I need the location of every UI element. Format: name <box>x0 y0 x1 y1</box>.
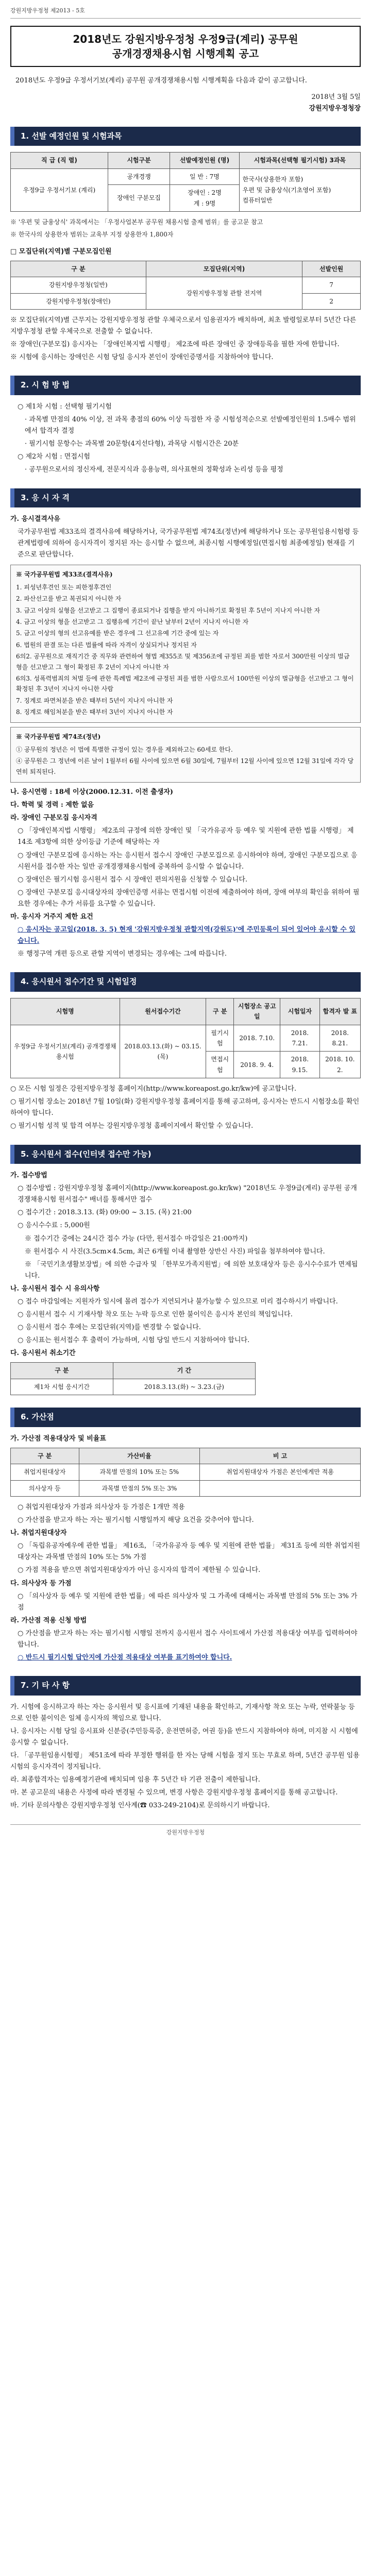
kind-cell: 제1차 시험 응시기간 <box>11 1379 113 1395</box>
col-kind: 구 분 <box>11 1363 113 1379</box>
method-item: ○ 제2차 시험 : 면접시험 <box>18 453 90 461</box>
type-cell: 공개경쟁 <box>108 168 170 184</box>
list-item: 1. 피성년후견인 또는 피한정후견인 <box>16 583 112 591</box>
residence-label: 마. 응시자 거주지 제한 요건 <box>10 912 93 921</box>
rescuer-label: 다. 의사상자 등 가점 <box>10 1579 72 1587</box>
apply-method-label: 가. 접수방법 <box>10 1172 47 1180</box>
cancel-table <box>10 1362 256 1395</box>
list-item: 다. 「공무원임용시험령」 제51조에 따라 부정한 행위를 한 자는 당해 시험을 정지 또는 무효로 하며, 5년간 공무원 임용시험의 응시자격이 정지됩니다. <box>10 1752 360 1771</box>
list-item: 8. 징계로 해임처분을 받은 때부터 3년이 지나지 아니한 자 <box>16 708 173 716</box>
list-item: ① 공무원의 정년은 이 법에 특별한 규정이 있는 경우를 제외하고는 60세로 한다. <box>16 745 233 753</box>
count-total: 계 : 9명 <box>193 199 216 207</box>
article-74-title: ※ 국가공무원법 제74조(정년) <box>16 733 101 741</box>
article-33-title: ※ 국가공무원법 제33조(결격사유) <box>16 571 113 579</box>
notice-cell: 2018. 9. 4. <box>234 1052 280 1078</box>
period-cell: 2018.03.13.(화) ~ 03.15.(목) <box>120 1025 206 1078</box>
disabled-label: 라. 장애인 구분모집 응시자격 <box>10 814 97 822</box>
kind-cell: 취업지원대상자 <box>11 1464 79 1480</box>
list-item: ○ 접수 마감일에는 지원자가 일시에 몰려 접수가 지연되거나 불가능할 수 있으므로 미리 접수하시기 바랍니다. <box>18 1298 338 1306</box>
article-74-box <box>10 727 361 783</box>
bonus-table <box>10 1448 361 1497</box>
schedule-table <box>10 998 361 1078</box>
list-item: ○ 응시원서 접수 후에는 모집단위(지역)를 변경할 수 없습니다. <box>18 1324 201 1332</box>
schedule-note: ○ 모든 시험 일정은 강원지방우정청 홈페이지(http://www.koreapost.go.kr/kw)에 공고합니다. <box>10 1085 297 1093</box>
kind-cell: 강원지방우정청(장애인) <box>11 293 146 309</box>
list-item: 4. 금고 이상의 형을 선고받고 그 집행유예 기간이 끝난 날부터 2년이 지나지 아니한 자 <box>16 618 249 625</box>
bullet: ※ 장애인(구분모집) 응시자는 「장애인복지법 시행령」 제2조에 따른 장애인 중 장애등록을 필한 자에 한합니다. <box>10 341 340 349</box>
list-item: 6의3. 성폭력범죄의 처벌 등에 관한 특례법 제2조에 규정된 죄를 범한 사람으로서 100만원 이상의 벌금형을 선고받고 그 형이 확정된 후 3년이 지나지 아니한 사람 <box>16 674 354 693</box>
col-count: 선발인원 <box>302 261 361 277</box>
intro-text: 2018년도 우정9급 우정서기보(계리) 공무원 공개경쟁채용시험 시행계획을 다음과 같이 공고합니다. <box>15 76 307 84</box>
col-subjects: 시험과목(선택형 필기시험) 3과목 <box>239 152 360 168</box>
area-cell: 강원지방우정청 관할 전지역 <box>146 277 302 310</box>
schedule-note: ○ 필기시험 장소는 2018년 7월 10일(화) 강원지방우정청 홈페이지를 통해 공고하며, 응시자는 반드시 시험장소를 확인하여야 합니다. <box>10 1098 360 1117</box>
list-item: ○ 장애인 구분모집 응시대상자의 장애인증명 서류는 면접시험 이전에 제출하여야 하며, 장애 여부의 확인을 위하여 필요한 경우에는 추가 서류를 요구할 수 있습니다. <box>18 888 360 908</box>
list-item: ※ 원서접수 시 사진(3.5cm×4.5cm, 최근 6개월 이내 촬영한 상반신 사진) 파일을 첨부하여야 합니다. <box>25 1247 325 1256</box>
col-grade: 직 급 (직 렬) <box>11 152 108 168</box>
count-cell: 7 <box>302 277 361 293</box>
note: ※ '우편 및 금융상식' 과목에서는 「우정사업본부 공무원 채용시험 출제 범위」를 공고문 참고 <box>10 218 263 226</box>
list-item: ○ 장애인은 필기시험 응시원서 접수 시 장애인 편의지원을 신청할 수 있습니다. <box>18 875 248 884</box>
rate-cell: 과목별 만점의 5% 또는 3% <box>79 1480 200 1496</box>
veteran-label: 나. 취업지원대상자 <box>10 1529 67 1537</box>
list-item: ○ 반드시 필기시험 답안지에 가산점 적용대상 여부를 표기하여야 합니다. <box>18 1654 232 1662</box>
list-item: ○ 응시수수료 : 5,000원 <box>18 1222 90 1230</box>
section-6-heading: 6. 가산점 <box>10 1408 361 1427</box>
col-type: 시험구분 <box>108 152 170 168</box>
col-kind: 구 분 <box>11 261 146 277</box>
method-item: · 과목별 만점의 40% 이상, 전 과목 총점의 60% 이상 득점한 자 중 시험성적순으로 선발예정인원의 1.5배수 범위에서 합격자 결정 <box>25 416 356 435</box>
col-area: 모집단위(지역) <box>146 261 302 277</box>
section-2-heading: 2. 시 험 방 법 <box>10 376 361 395</box>
bonus-label: 가. 가산점 적용대상자 및 비율표 <box>10 1434 106 1443</box>
subject-2: 우편 및 금융상식(기초영어 포함) <box>242 186 331 194</box>
article-33-box <box>10 565 361 723</box>
col-rate: 가산비율 <box>79 1448 200 1464</box>
table-row <box>11 1025 361 1052</box>
list-item: ○ 응시표는 원서접수 후 출력이 가능하며, 시험 당일 반드시 지참하여야 합니다. <box>18 1336 250 1345</box>
col-result: 합격자 발 표 <box>319 998 360 1025</box>
title-box <box>10 26 361 67</box>
result-cell: 2018. 8.21. <box>319 1025 360 1052</box>
list-item: 라. 최종합격자는 임용예정기관에 배치되며 임용 후 5년간 타 기관 전출이 제한됩니다. <box>10 1776 260 1784</box>
list-item: 2. 파산선고를 받고 복권되지 아니한 자 <box>16 595 122 603</box>
count-cell: 2 <box>302 293 361 309</box>
bonus-apply-label: 라. 가산점 적용 신청 방법 <box>10 1616 87 1624</box>
table-row <box>11 1480 361 1496</box>
col-date: 시험일자 <box>280 998 319 1025</box>
list-item: ○ 접수방법 : 강원지방우정청 홈페이지(http://www.koreapost.go.kr/kw) "2018년도 우정9급(계리) 공무원 공개경쟁채용시험 원서접수" 배너를 통해서만 접수 <box>18 1184 357 1204</box>
bullet: ※ 모집단위(지역)별 근무지는 강원지방우정청 관할 우체국으로서 임용권자가 배치하며, 최초 발령일로부터 5년간 다른 지방우정청 관할 우체국으로 전출할 수 없습니다. <box>10 316 357 336</box>
cancel-label: 다. 응시원서 취소기간 <box>10 1349 76 1358</box>
bullet: ※ 시험에 응시하는 장애인은 시험 당일 응시자 본인이 장애인증명서를 지참하여야 합니다. <box>10 353 274 362</box>
rate-cell: 과목별 만점의 10% 또는 5% <box>79 1464 200 1480</box>
list-item: ※ 행정구역 개편 등으로 관할 지역이 변경되는 경우에는 그에 따릅니다. <box>18 950 227 958</box>
table-row <box>11 1379 256 1395</box>
list-item: 바. 기타 문의사항은 강원지방우정청 인사계(☎ 033-249-2104)로 문의하시기 바랍니다. <box>10 1802 270 1810</box>
count-cell: 일 반 : 7명 <box>170 168 239 184</box>
list-item: 나. 응시자는 시험 당일 응시표와 신분증(주민등록증, 운전면허증, 여권 등)을 반드시 지참하여야 하며, 미지참 시 시험에 응시할 수 없습니다. <box>10 1727 358 1747</box>
list-item: ○ 가산점을 받고자 하는 자는 필기시험 시행일 전까지 응시원서 접수 사이트에서 가산점 적용대상 여부를 입력하여야 합니다. <box>18 1629 358 1649</box>
section-7-heading: 7. 기 타 사 항 <box>10 1676 361 1696</box>
subject-3: 컴퓨터일반 <box>242 197 273 205</box>
apply-caution-label: 나. 응시원서 접수 시 유의사항 <box>10 1284 100 1293</box>
subject-1: 한국사(상용한자 포함) <box>242 176 303 183</box>
method-item: ○ 제1차 시험 : 선택형 필기시험 <box>18 402 112 411</box>
subjects-cell <box>239 168 360 211</box>
section-3-heading: 3. 응 시 자 격 <box>10 488 361 508</box>
education-requirement: 다. 학력 및 경력 : 제한 없음 <box>10 801 94 809</box>
issuer: 강원지방우정청장 <box>309 104 361 112</box>
kind-cell: 의사상자 등 <box>11 1480 79 1496</box>
col-notice: 시험장소 공고일 <box>234 998 280 1025</box>
list-item: ○ 「독립유공자예우에 관한 법률」 제16조, 「국가유공자 등 예우 및 지원에 관한 법률」 제31조 등에 의한 취업지원대상자는 과목별 만점의 10% 또는 5% 가점 <box>18 1542 360 1562</box>
memo-cell: 취업지원대상자 가점은 본인에게만 적용 <box>200 1464 361 1480</box>
col-stage: 구 분 <box>206 998 234 1025</box>
method-item: · 필기시험 문항수는 과목별 20문항(4지선다형), 과목당 시험시간은 20분 <box>25 440 239 448</box>
list-item: 5. 금고 이상의 형의 선고유예를 받은 경우에 그 선고유예 기간 중에 있는 자 <box>16 630 219 637</box>
col-exam: 시험명 <box>11 998 120 1025</box>
result-cell: 2018. 10. 2. <box>319 1052 360 1078</box>
count-disabled: 장애인 : 2명 <box>188 189 222 197</box>
list-item: ④ 공무원은 그 정년에 이른 날이 1월부터 6월 사이에 있으면 6월 30일에, 7월부터 12월 사이에 있으면 12월 31일에 각각 당연히 퇴직된다. <box>16 757 354 775</box>
list-item: 6. 법원의 판결 또는 다른 법률에 따라 자격이 상실되거나 정지된 자 <box>16 641 197 649</box>
list-item: 마. 본 공고문의 내용은 사정에 따라 변경될 수 있으며, 변경 사항은 강원지방우정청 홈페이지를 통해 공고합니다. <box>10 1789 338 1797</box>
col-kind: 구 분 <box>11 1448 79 1464</box>
schedule-note: ○ 필기시험 성적 및 합격 여부는 강원지방우정청 홈페이지에서 확인할 수 있습니다. <box>10 1122 254 1130</box>
method-item: · 공무원으로서의 정신자세, 전문지식과 응용능력, 의사표현의 정확성과 논리성 등을 평정 <box>25 466 283 474</box>
table-row <box>11 277 361 293</box>
date-cell: 2018. 9.15. <box>280 1052 319 1078</box>
list-item: ○ 응시원서 접수 시 기재사항 착오 또는 누락 등으로 인한 불이익은 응시자 본인의 책임입니다. <box>18 1311 293 1319</box>
section-5-heading: 5. 응시원서 접수(인터넷 접수만 가능) <box>10 1145 361 1164</box>
note: ※ 한국사의 상용한자 범위는 교육부 지정 상용한자 1,800자 <box>10 231 174 239</box>
list-item: ○ 가점 적용을 받으면 취업지원대상자가 아닌 응시자의 합격이 제한될 수 있습니다. <box>18 1566 261 1574</box>
list-item: ○ 「장애인복지법 시행령」 제2조의 규정에 의한 장애인 및 「국가유공자 등 예우 및 지원에 관한 법률 시행령」 제14조 제3항에 의한 상이등급 기준에 해당하는 자 <box>18 827 354 846</box>
stage-cell: 필기시험 <box>206 1025 234 1052</box>
quota-table <box>10 152 361 212</box>
type-cell: 장애인 구분모집 <box>108 185 170 212</box>
col-period: 원서접수기간 <box>120 998 206 1025</box>
gazette-number: 강원지방우정청 제2013 - 5호 <box>10 6 361 19</box>
disqualification-label: 가. 응시결격사유 <box>10 515 60 523</box>
col-memo: 비 고 <box>200 1448 361 1464</box>
footer: 강원지방우정청 <box>10 1824 361 1838</box>
list-item: ※ 「국민기초생활보장법」에 의한 수급자 및 「한부모가족지원법」에 의한 보호대상자 등은 응시수수료가 면제됩니다. <box>25 1260 358 1280</box>
count-cell <box>170 185 239 212</box>
range-cell: 2018.3.13.(화) ~ 3.23.(금) <box>113 1379 255 1395</box>
age-requirement: 나. 응시연령 : 18세 이상(2000.12.31. 이전 출생자) <box>10 788 174 796</box>
list-item: 3. 금고 이상의 실형을 선고받고 그 집행이 종료되거나 집행을 받지 아니하기로 확정된 후 5년이 지나지 아니한 자 <box>16 606 321 614</box>
notice-cell: 2018. 7.10. <box>234 1025 280 1052</box>
disqualification-text: 국가공무원법 제33조의 결격사유에 해당하거나, 국가공무원법 제74조(정년)에 해당하거나 또는 공무원임용시험령 등 관계법령에 의하여 응시자격이 정지된 자는 응시할 수 없으며, 최종시험 시행예정일(면접시험 최종예정일) 현재를 기준으로 판단합니다. <box>18 528 359 559</box>
unit-subheading: □ 모집단위(지역)별 구분모집인원 <box>10 247 112 256</box>
stage-cell: 면접시험 <box>206 1052 234 1078</box>
list-item: ※ 접수기간 중에는 24시간 접수 가능 (다만, 원서접수 마감일은 21:00까지) <box>25 1234 248 1243</box>
announce-date: 2018년 3월 5일 <box>311 93 361 101</box>
title-line-1: 2018년도 강원지방우정청 우정9급(계리) 공무원 <box>73 32 298 45</box>
section-4-heading: 4. 응시원서 접수기간 및 시험일정 <box>10 972 361 992</box>
date-cell: 2018. 7.21. <box>280 1025 319 1052</box>
exam-cell: 우정9급 우정서기보(계리) 공개경쟁채용시험 <box>11 1025 120 1078</box>
list-item: 6의2. 공무원으로 재직기간 중 직무와 관련하여 형법 제355조 및 제356조에 규정된 죄를 범한 자로서 300만원 이상의 벌금형을 선고받고 그 형이 확정된 후 2년이 지나지 아니한 자 <box>16 653 350 671</box>
col-count: 선발예정인원 (명) <box>170 152 239 168</box>
kind-cell: 강원지방우정청(일반) <box>11 277 146 293</box>
list-item: ○ 가산점을 받고자 하는 자는 필기시험 시행일까지 해당 요건을 갖추어야 합니다. <box>18 1516 254 1524</box>
list-item: ○ 응시자는 공고일(2018. 3. 5) 현재 '강원지방우정청 관할지역(강원도)'에 주민등록이 되어 있어야 응시할 수 있습니다. <box>18 926 356 945</box>
unit-table <box>10 261 361 310</box>
list-item: ○ 접수기간 : 2018.3.13. (화) 09:00 ~ 3.15. (목) 21:00 <box>18 1209 192 1217</box>
section-1-heading: 1. 선발 예정인원 및 시험과목 <box>10 127 361 146</box>
list-item: 가. 시험에 응시하고자 하는 자는 응시원서 및 응시표에 기재된 내용을 확인하고, 기재사항 착오 또는 누락, 연락불능 등으로 인한 불이익은 일체 응시자의 책임으로 합니다. <box>10 1703 355 1722</box>
list-item: ○ 취업지원대상자 가점과 의사상자 등 가점은 1개만 적용 <box>18 1503 185 1512</box>
col-range: 기 간 <box>113 1363 255 1379</box>
title-line-2: 공개경쟁채용시험 시행계획 공고 <box>112 47 259 60</box>
list-item: ○ 장애인 구분모집에 응시하는 자는 응시원서 접수시 장애인 구분모집으로 응시하여야 하며, 장애인 구분모집으로 응시원서를 접수한 자는 일반 공개경쟁채용시험에 중복하여 응시할 수 없습니다. <box>18 851 358 871</box>
memo-cell <box>200 1480 361 1496</box>
list-item: 7. 징계로 파면처분을 받은 때부터 5년이 지나지 아니한 자 <box>16 697 173 704</box>
table-row <box>11 168 361 184</box>
list-item: ○ 「의사상자 등 예우 및 지원에 관한 법률」에 따른 의사상자 및 그 가족에 대해서는 과목별 만점의 5% 또는 3% 가점 <box>18 1592 358 1612</box>
document-page <box>10 0 361 1853</box>
table-row <box>11 1464 361 1480</box>
grade-cell: 우정9급 우정서기보 (계리) <box>11 168 108 211</box>
